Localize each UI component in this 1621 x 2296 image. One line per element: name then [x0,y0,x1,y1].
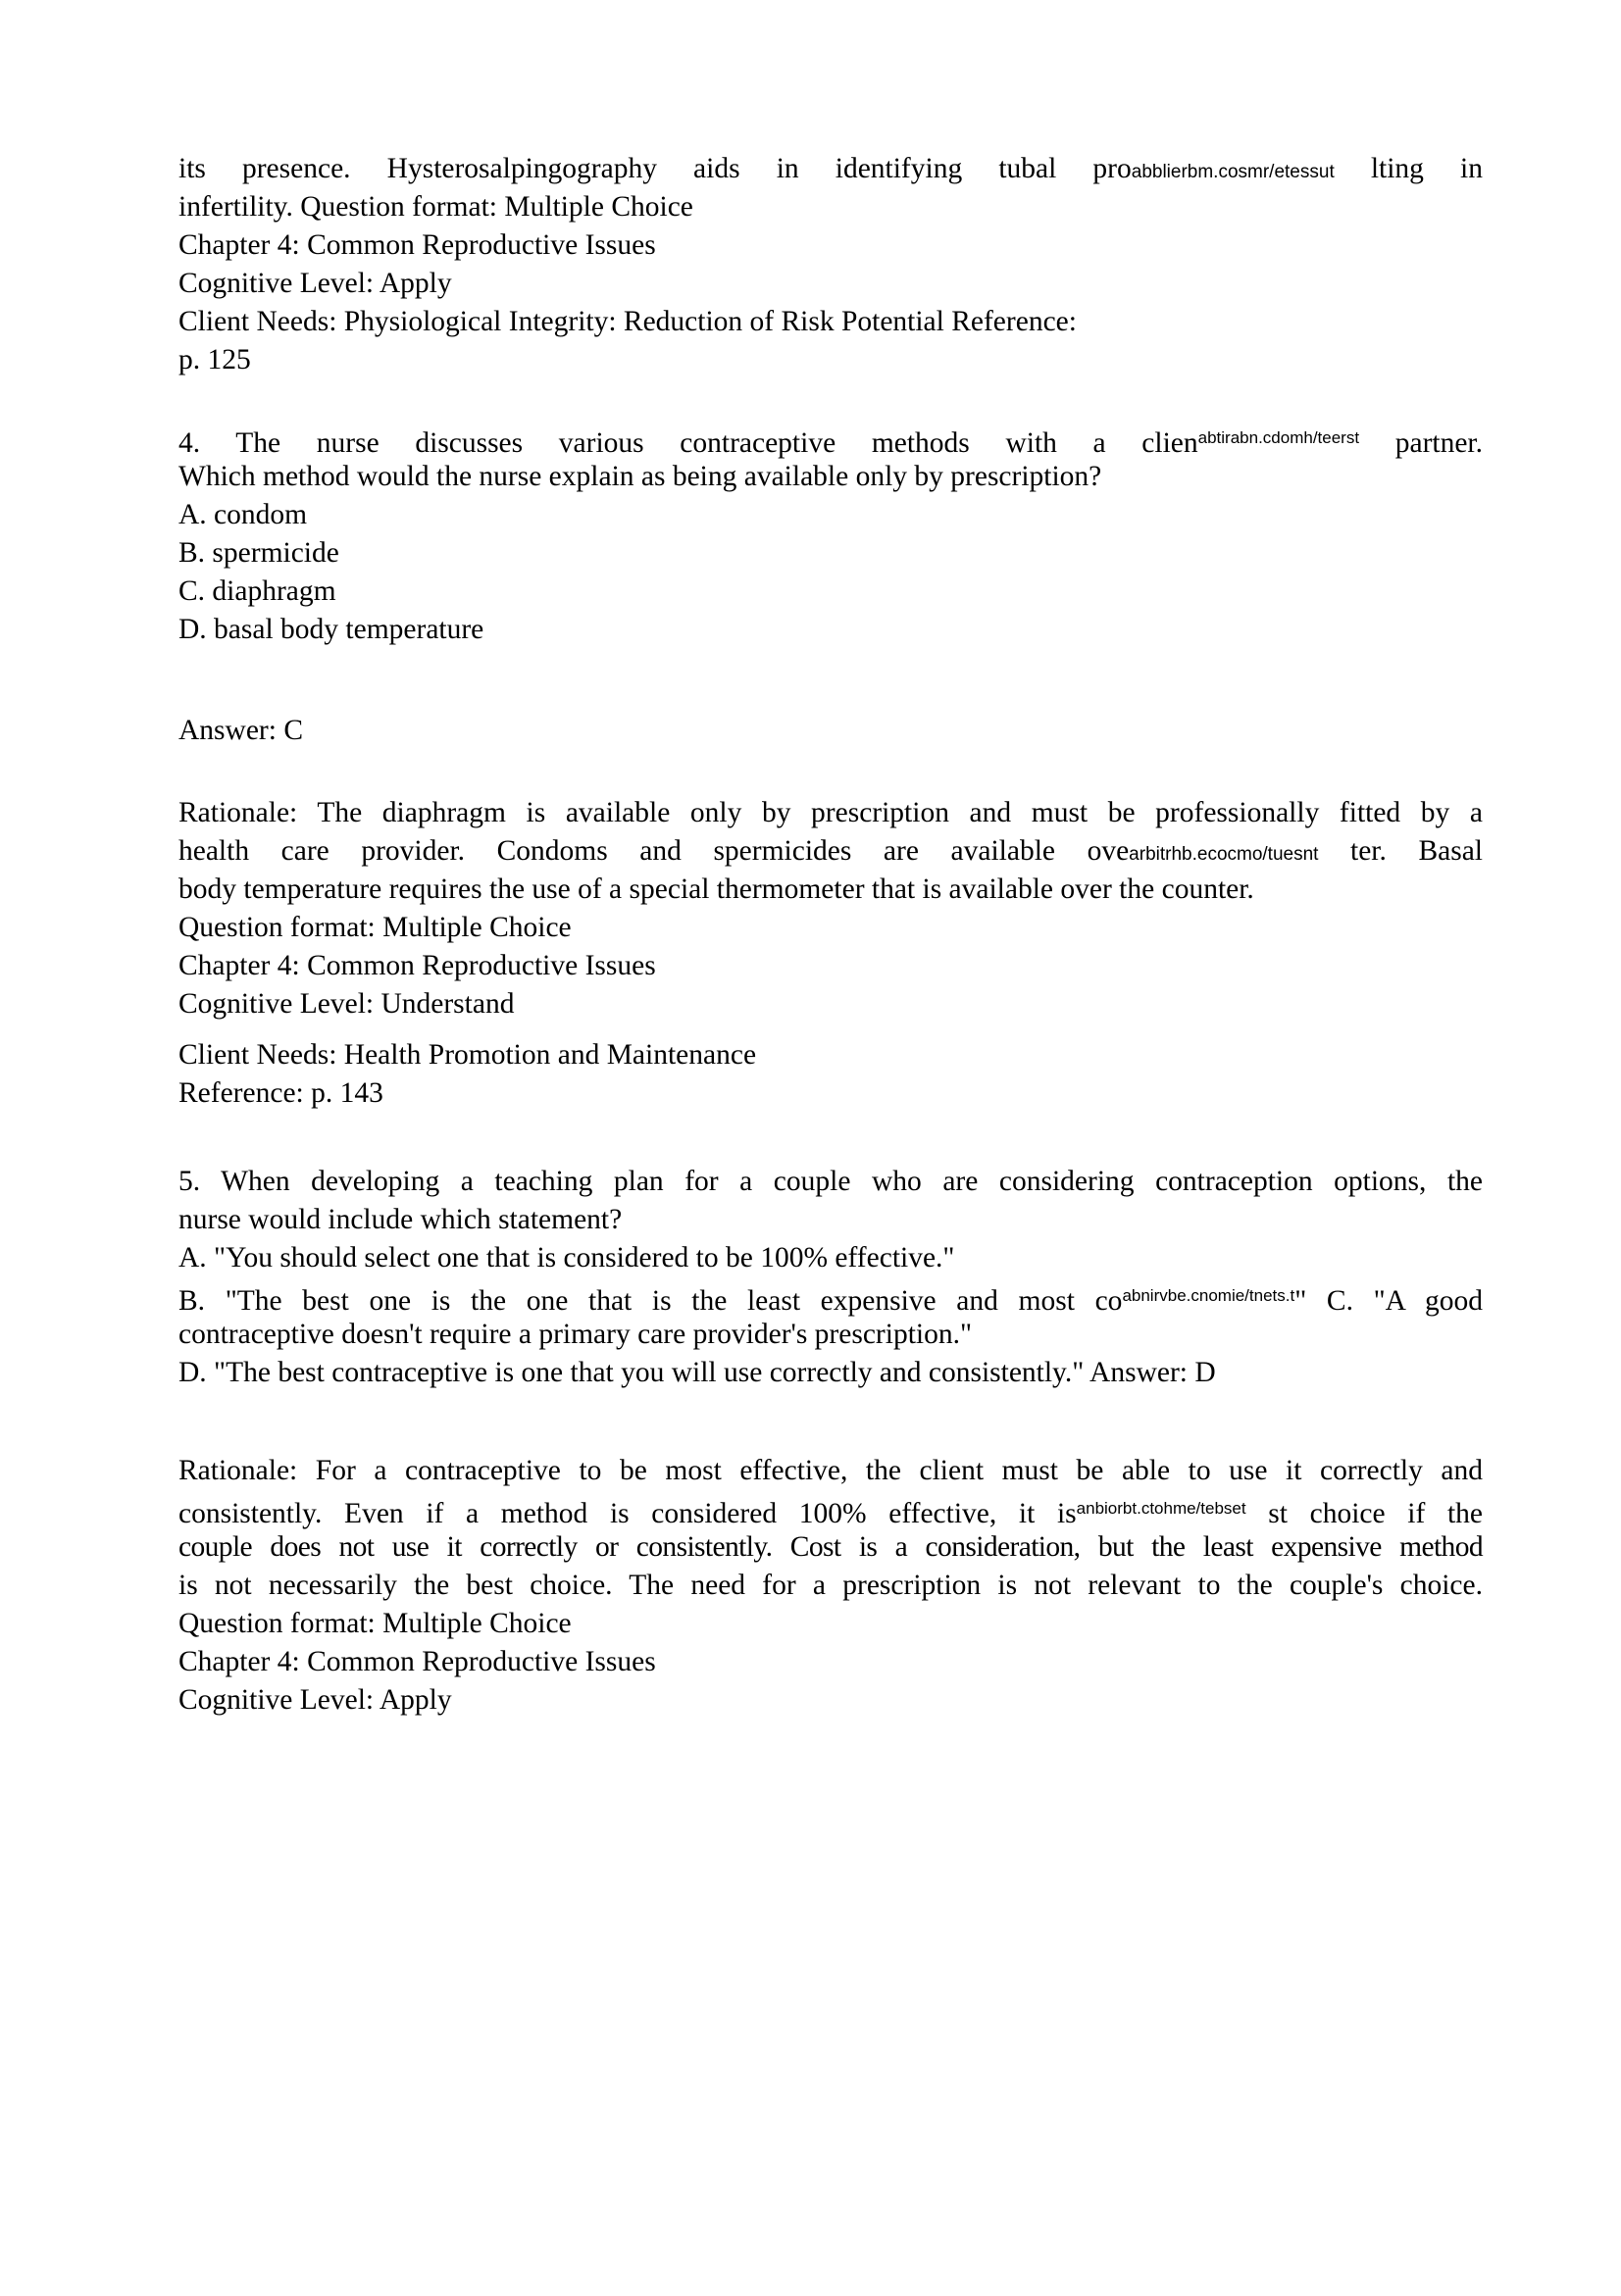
q4-option-d: D. basal body temperature [178,614,484,645]
watermark-overlay-text: arbitrhb.ecocmo/tuesnt [1129,844,1319,865]
q4-option-b: B. spermicide [178,537,339,569]
q5-chapter: Chapter 4: Common Reproductive Issues [178,1646,656,1677]
text-segment: lting in [1334,153,1483,184]
q4-option-c: C. diaphragm [178,575,336,607]
text-segment: health care provider. Condoms and spermicides are available ove [178,835,1130,867]
q3-chapter: Chapter 4: Common Reproductive Issues [178,229,656,261]
q4-rationale-line2 [178,833,1483,873]
q5-rationale-line1: Rationale: For a contraceptive to be most effective, the client must be able to use it correctly and [178,1455,1483,1486]
text-segment: 4. The nurse discusses various contraceptive methods with a clien [178,427,1198,459]
q3-cognitive-level: Cognitive Level: Apply [178,268,452,299]
watermark-overlay-text: abtirabn.cdomh/teerst [1197,428,1360,447]
q4-format: Question format: Multiple Choice [178,912,572,943]
q3-reference: p. 125 [178,344,251,375]
text-segment: " C. "A good [1294,1285,1484,1317]
q5-rationale-line3: couple does not use it correctly or consistently. Cost is a consideration, but the least expensive method [178,1531,1483,1563]
q4-rationale-line3: body temperature requires the use of a special thermometer that is available over the counter. [178,873,1254,905]
text-segment: B. "The best one is the one that is the least expensive and most co [178,1285,1123,1317]
text-segment: partner. [1359,427,1483,459]
text-segment: ter. Basal [1318,835,1483,867]
text-segment: consistently. Even if a method is considered 100% effective, it is [178,1498,1077,1529]
q5-option-a: A. "You should select one that is considered to be 100% effective." [178,1242,955,1273]
text-segment: st choice if the [1245,1498,1483,1529]
q5-option-b [178,1278,1483,1319]
q3-rationale-line [178,151,1483,190]
q4-stem-line2: Which method would the nurse explain as being available only by prescription? [178,461,1102,492]
text-segment: its presence. Hysterosalpingography aids in identifying tubal pro [178,153,1132,184]
q4-cognitive-level: Cognitive Level: Understand [178,988,515,1020]
q4-reference: Reference: p. 143 [178,1077,383,1109]
q5-stem-line1: 5. When developing a teaching plan for a couple who are considering contraception options, the [178,1166,1483,1197]
q4-option-a: A. condom [178,499,308,530]
q5-option-d-answer: D. "The best contraceptive is one that you will use correctly and consistently." Answer: D [178,1357,1216,1388]
q3-client-needs: Client Needs: Physiological Integrity: Reduction of Risk Potential Reference: [178,306,1077,337]
q4-client-needs: Client Needs: Health Promotion and Maintenance [178,1039,757,1071]
q4-answer: Answer: C [178,715,304,746]
q5-stem-line2: nurse would include which statement? [178,1204,623,1235]
q5-rationale-line4: is not necessarily the best choice. The need for a prescription is not relevant to the couple's choice. [178,1570,1483,1601]
q4-rationale-line1: Rationale: The diaphragm is available only by prescription and must be professionally fitted by a [178,797,1483,828]
q4-chapter: Chapter 4: Common Reproductive Issues [178,950,656,981]
watermark-overlay-text: abnirvbe.cnomie/tnets.t [1122,1286,1295,1305]
q4-stem-line1 [178,421,1483,461]
q5-rationale-line2 [178,1491,1483,1531]
q5-option-c: contraceptive doesn't require a primary care provider's prescription." [178,1319,973,1350]
watermark-overlay-text: abblierbm.cosmr/etessut [1131,162,1335,182]
watermark-overlay-text: anbiorbt.ctohme/tebset [1076,1499,1246,1518]
q5-cognitive-level: Cognitive Level: Apply [178,1684,452,1716]
q3-format: infertility. Question format: Multiple Choice [178,191,693,223]
q5-format: Question format: Multiple Choice [178,1608,572,1639]
